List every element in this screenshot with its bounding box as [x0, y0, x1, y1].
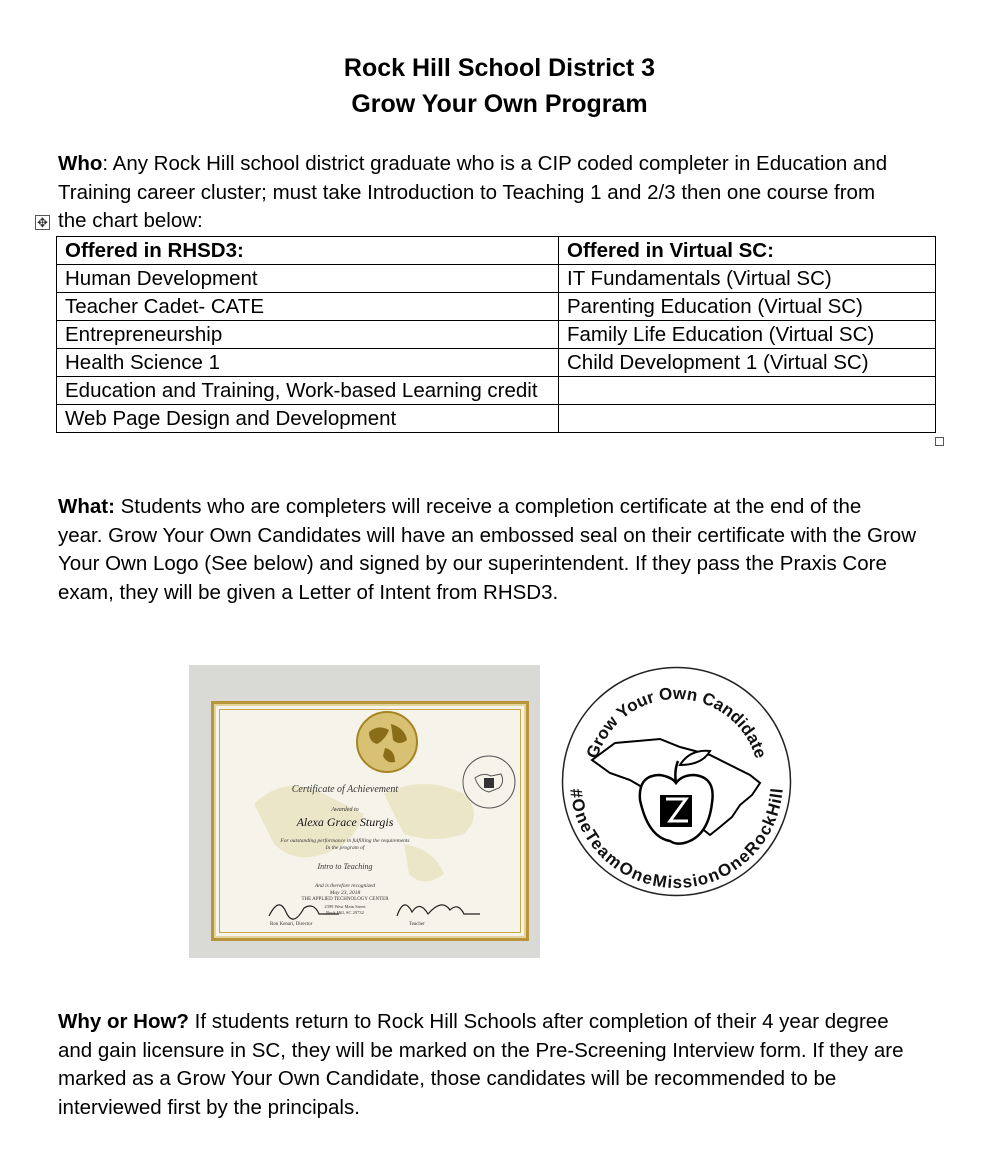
teacher-label: Teacher	[409, 922, 425, 927]
table-cell: Health Science 1	[57, 349, 559, 377]
certificate-paper	[211, 701, 529, 941]
certificate-address-1: 2399 West Main Street	[324, 904, 366, 909]
table-row	[57, 321, 936, 349]
table-cell	[559, 377, 936, 405]
table-row	[57, 377, 936, 405]
table-cell: Entrepreneurship	[57, 321, 559, 349]
certificate-title: Certificate of Achievement	[291, 784, 399, 795]
why-text-line-2: and gain licensure in SC, they will be marked on the Pre-Screening Interview form. If they are	[58, 1038, 904, 1062]
document-title: Rock Hill School District 3	[343, 54, 656, 82]
table-cell: Human Development	[57, 265, 559, 293]
table-row	[57, 293, 936, 321]
certificate-photo	[189, 665, 540, 958]
table-cell: Family Life Education (Virtual SC)	[559, 321, 936, 349]
table-cell	[559, 405, 936, 433]
what-text-line-3: Your Own Logo (See below) and signed by our superintendent. If they pass the Praxis Core	[58, 552, 887, 575]
director-signature	[264, 894, 344, 924]
document-subtitle: Grow Your Own Program	[351, 90, 648, 118]
why-paragraph	[58, 1008, 958, 1122]
header-virtual-sc: Offered in Virtual SC:	[559, 237, 936, 265]
what-text-line-1: Students who are completers will receive a completion certificate at the end of the	[114, 495, 862, 518]
certificate-recognized: And is therefore recognized	[314, 883, 376, 889]
certificate-address-2: Rock Hill, SC 29732	[326, 910, 364, 915]
why-text-line-3: marked as a Grow Your Own Candidate, those candidates will be recommended to be	[58, 1067, 837, 1090]
table-header-row	[57, 237, 936, 265]
table-cell: Web Page Design and Development	[57, 405, 559, 433]
certificate-date: May 23, 2018	[329, 890, 361, 896]
certificate-awarded: Awarded to	[331, 807, 359, 813]
who-text-line-1: : Any Rock Hill school district graduate who is a CIP coded completer in Education and	[102, 152, 888, 175]
grow-your-own-logo	[560, 665, 793, 898]
gold-globe-icon	[355, 710, 419, 774]
table-row	[57, 405, 936, 433]
certificate-seal-icon	[461, 754, 517, 810]
what-text-line-4: exam, they will be given a Letter of Intent from RHSD3.	[58, 580, 559, 604]
who-paragraph	[58, 150, 958, 236]
certificate-performance: For outstanding performance in fulfilling the requirements	[280, 838, 410, 844]
table-cell: IT Fundamentals (Virtual SC)	[559, 265, 936, 293]
certificate-recipient: Alexa Grace Sturgis	[296, 815, 394, 829]
why-text-line-4: interviewed first by the principals.	[58, 1095, 360, 1119]
table-row	[57, 349, 936, 377]
what-paragraph	[58, 493, 958, 607]
table-cell: Child Development 1 (Virtual SC)	[559, 349, 936, 377]
certificate-program: Intro to Teaching	[317, 862, 373, 871]
who-text-line-3: the chart below:	[58, 209, 203, 232]
certificate-center: THE APPLIED TECHNOLOGY CENTER	[301, 897, 389, 902]
header-rhsd3: Offered in RHSD3:	[57, 237, 559, 265]
table-cell: Parenting Education (Virtual SC)	[559, 293, 936, 321]
teacher-signature	[392, 892, 482, 924]
what-label: What:	[58, 495, 115, 518]
course-table	[56, 236, 936, 433]
table-resize-handle[interactable]	[935, 437, 944, 446]
who-text-line-2: Training career cluster; must take Introduction to Teaching 1 and 2/3 then one course from	[58, 180, 876, 204]
table-row	[57, 265, 936, 293]
table-cell: Teacher Cadet- CATE	[57, 293, 559, 321]
logo-bottom-text: #OneTeamOneMissionOneRockHill	[566, 787, 787, 893]
certificate-program-of: In the program of	[325, 845, 365, 851]
what-text-line-2: year. Grow Your Own Candidates will have an embossed seal on their certificate with the Grow	[58, 523, 917, 547]
why-label: Why or How?	[58, 1010, 189, 1033]
logo-top-text: Grow Your Own Candidate	[582, 683, 771, 761]
table-cell: Education and Training, Work-based Learning credit	[57, 377, 559, 405]
why-text-line-1: If students return to Rock Hill Schools after completion of their 4 year degree	[188, 1010, 889, 1033]
who-label: Who	[58, 152, 103, 175]
table-move-handle-icon[interactable]: ✥	[35, 215, 50, 230]
director-label: Ron Kenari, Director	[270, 922, 313, 927]
